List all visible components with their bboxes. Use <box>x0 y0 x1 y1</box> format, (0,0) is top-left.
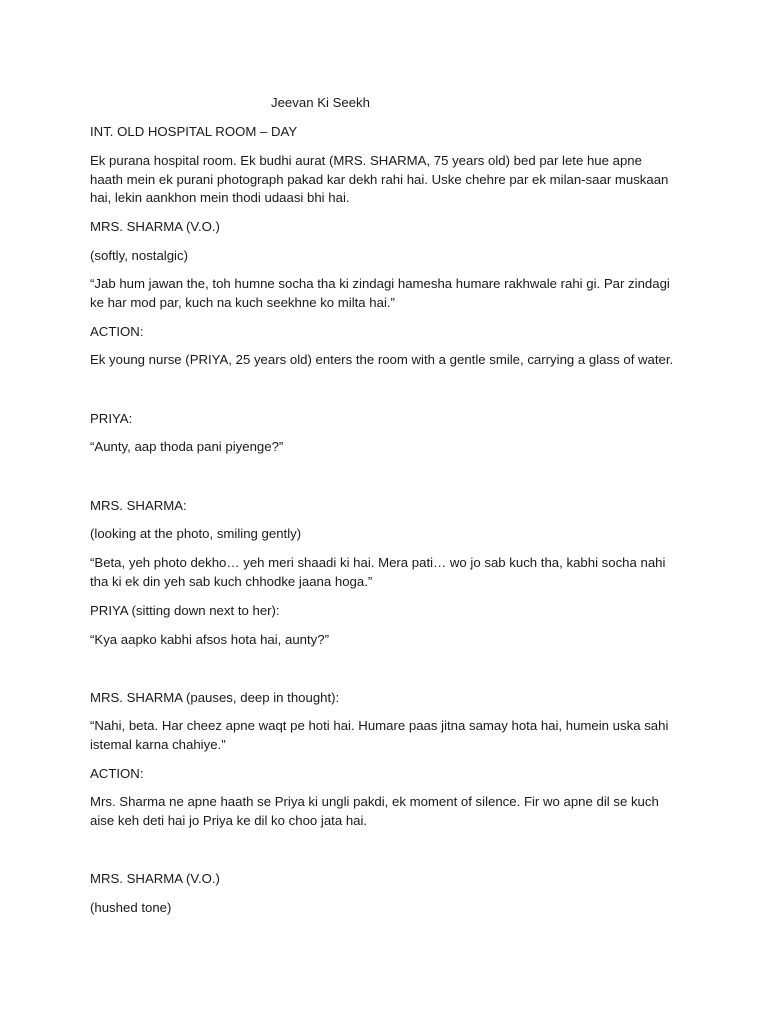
action-paragraph: Mrs. Sharma ne apne haath se Priya ki ungli pakdi, ek moment of silence. Fir wo apne dil se kuch aise keh deti hai jo Priya ke dil ko choo jata hai. <box>90 794 659 828</box>
parenthetical: (looking at the photo, smiling gently) <box>90 526 302 541</box>
action-paragraph: Ek purana hospital room. Ek budhi aurat (MRS. SHARMA, 75 years old) bed par lete hue apne haath mein ek purani photograph pakad kar dekh rahi hai. Uske chehre par ek milan-saar muskaan hai, lekin aankhon mein thodi udaasi bhi hai. <box>90 153 669 205</box>
character-name: PRIYA (sitting down next to her): <box>90 603 280 618</box>
character-name: PRIYA: <box>90 411 133 426</box>
dialogue: “Kya aapko kabhi afsos hota hai, aunty?” <box>90 632 329 647</box>
character-name: MRS. SHARMA (V.O.) <box>90 219 220 234</box>
dialogue: “Nahi, beta. Har cheez apne waqt pe hoti hai. Humare paas jitna samay hota hai, humein uska sahi istemal karna chahiye.” <box>90 718 669 752</box>
action-paragraph: Ek young nurse (PRIYA, 25 years old) enters the room with a gentle smile, carrying a glass of water. <box>90 352 674 367</box>
scene-heading: INT. OLD HOSPITAL ROOM – DAY <box>90 124 298 139</box>
action-label: ACTION: <box>90 766 144 781</box>
action-label: ACTION: <box>90 324 144 339</box>
parenthetical: (softly, nostalgic) <box>90 248 188 263</box>
character-name: MRS. SHARMA (pauses, deep in thought): <box>90 690 340 705</box>
dialogue: “Aunty, aap thoda pani piyenge?” <box>90 439 284 454</box>
dialogue: “Jab hum jawan the, toh humne socha tha ki zindagi hamesha humare rakhwale rahi gi. Par zindagi ke har mod par, kuch na kuch seekhne ko milta hai.” <box>90 276 670 310</box>
character-name: MRS. SHARMA (V.O.) <box>90 871 220 886</box>
parenthetical: (hushed tone) <box>90 900 172 915</box>
dialogue: “Beta, yeh photo dekho… yeh meri shaadi ki hai. Mera pati… wo jo sab kuch tha, kabhi socha nahi tha ki ek din yeh sab kuch chhodke jaana hoga.” <box>90 555 666 589</box>
document-title: Jeevan Ki Seekh <box>271 95 370 110</box>
character-name: MRS. SHARMA: <box>90 498 187 513</box>
